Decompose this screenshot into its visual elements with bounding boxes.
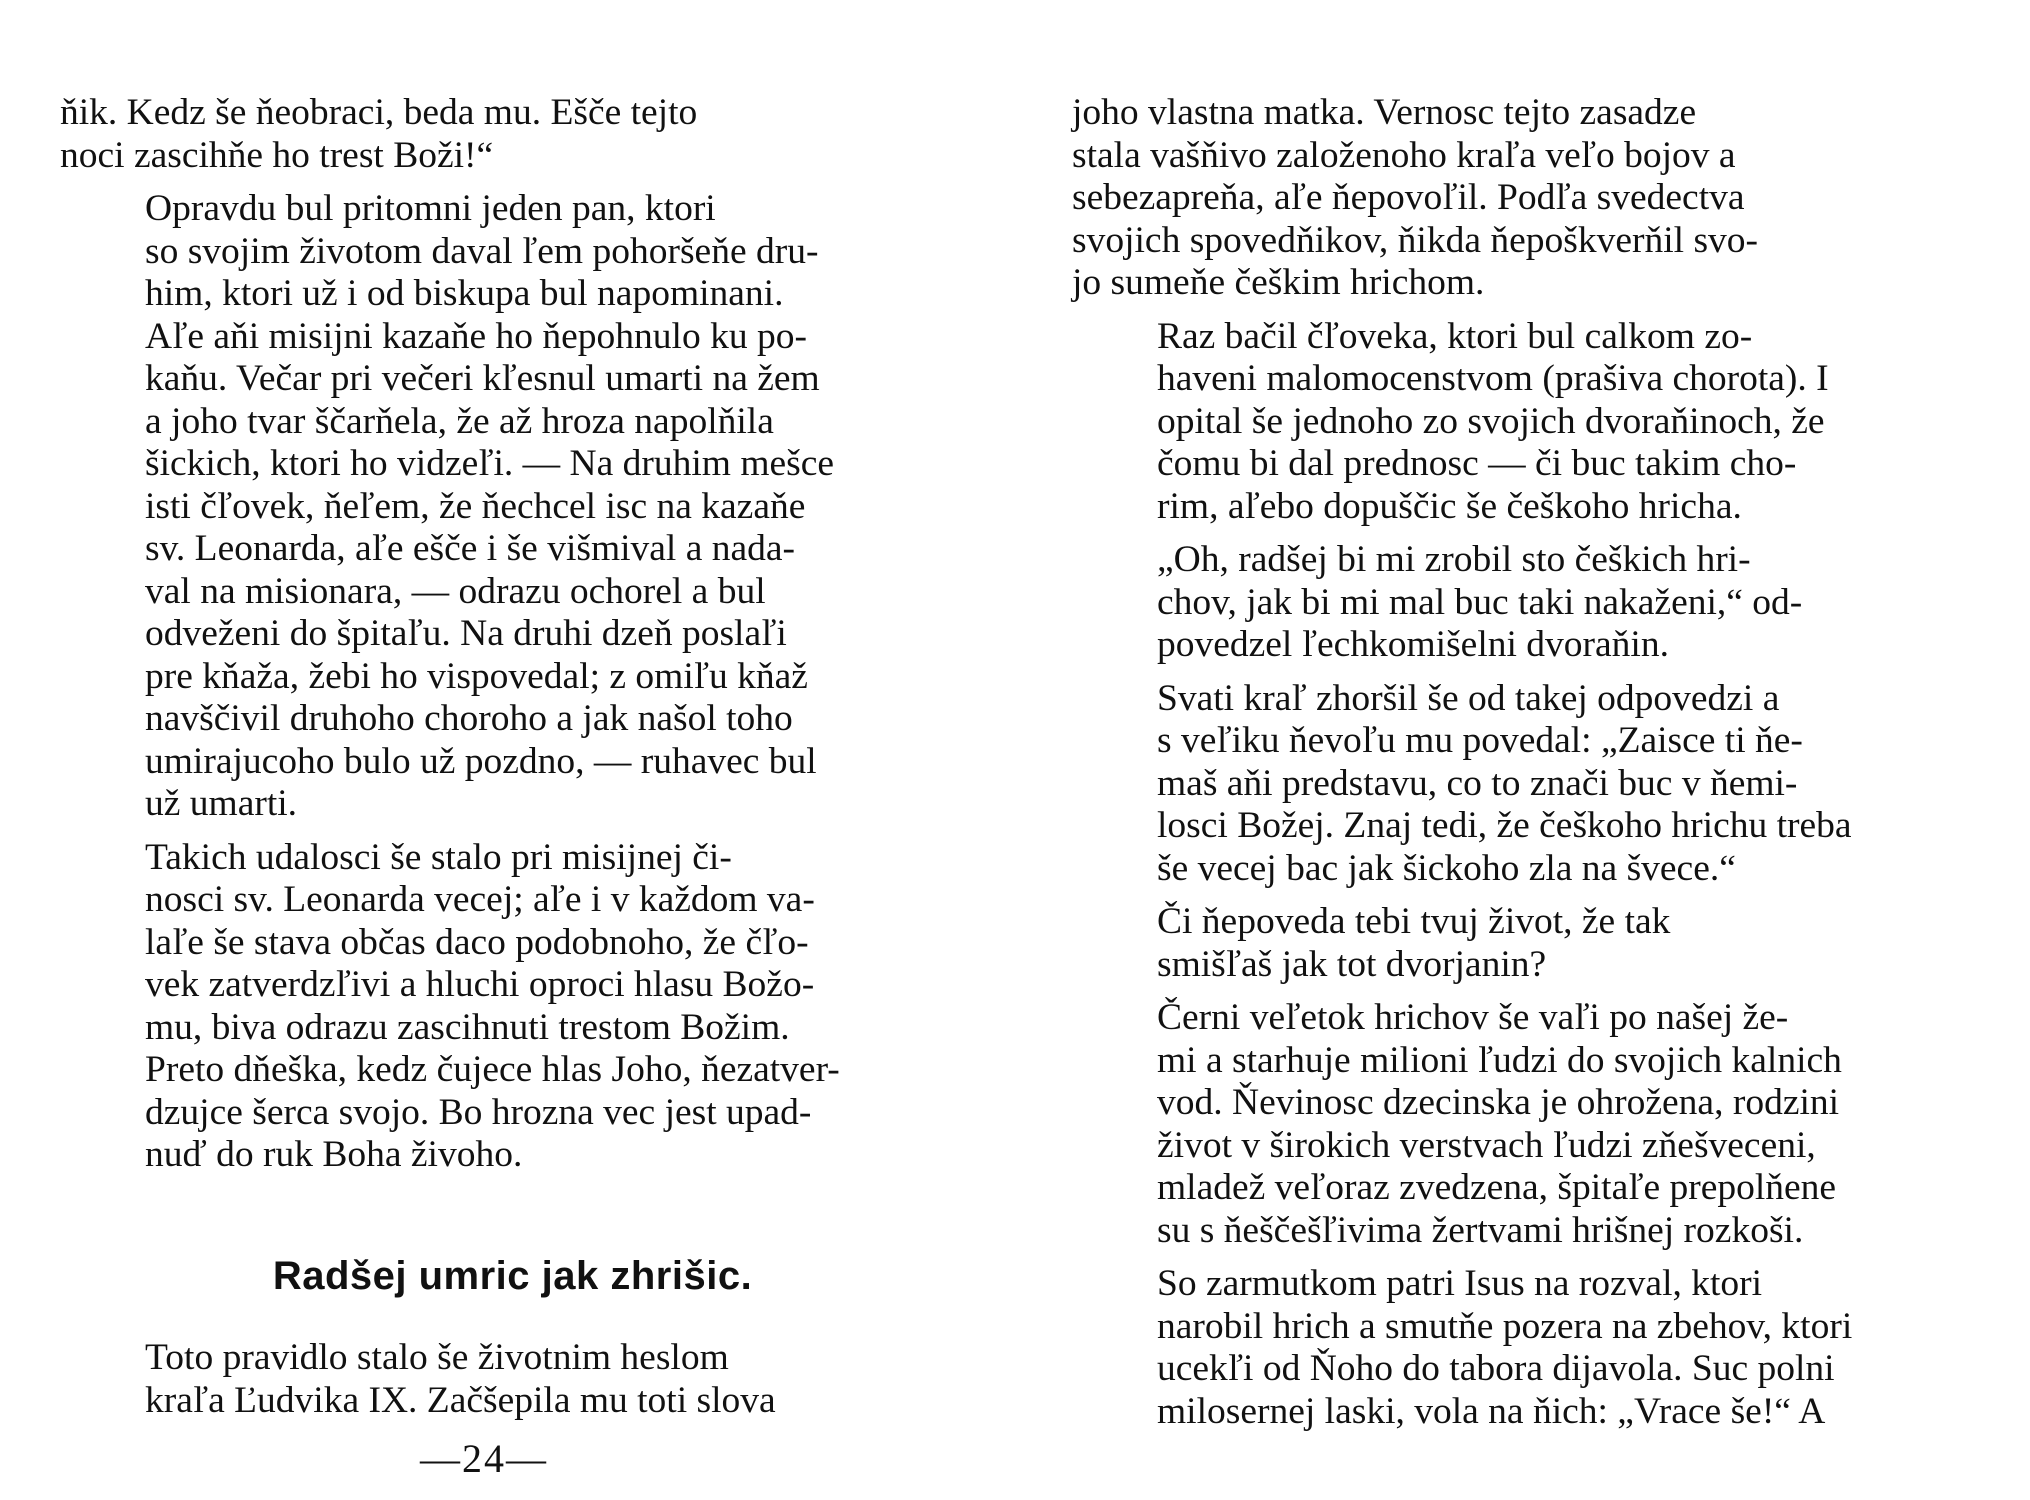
right-paragraph-3 — [1072, 539, 1977, 667]
text-line: chov, jak bi mi mal buc taki nakaženi,“ od- — [1157, 581, 1803, 623]
page-number: —24— — [420, 1436, 548, 1481]
text-line: Černi veľetok hrichov še vaľi po našej že- — [1157, 997, 1789, 1038]
text-line: dzujce šerca svojo. Bo hrozna vec jest upad- — [145, 1091, 812, 1133]
text-line: kraľa Ľudvika IX. Začšepila mu toti slova — [145, 1379, 776, 1421]
text-line: Či ňepoveda tebi tvuj život, že tak — [1157, 901, 1671, 942]
left-paragraph-1 — [60, 92, 965, 177]
text-line: haveni malomocenstvom (prašiva chorota). I — [1157, 358, 1829, 399]
left-paragraph-2 — [60, 188, 965, 826]
right-paragraph-2 — [1072, 316, 1977, 529]
right-paragraph-4 — [1072, 678, 1977, 891]
text-line: „Oh, radšej bi mi zrobil sto češkich hri- — [1157, 539, 1751, 580]
text-line: so svojim životom daval ľem pohoršeňe dru- — [145, 230, 819, 272]
text-line: odveženi do špitaľu. Na druhi dzeň poslaľi — [145, 613, 787, 654]
text-line: Takich udalosci še stalo pri misijnej či- — [145, 836, 732, 878]
text-line: mi a starhuje milioni ľudzi do svojich kalnich — [1157, 1039, 1842, 1081]
text-line: joho vlastna matka. Vernosc tejto zasadze — [1072, 92, 1697, 133]
text-line: čomu bi dal prednosc — či buc takim cho- — [1157, 443, 1797, 484]
right-paragraph-7 — [1072, 1263, 1977, 1433]
text-line: val na misionara, — odrazu ochorel a bul — [145, 570, 766, 612]
text-line: su s ňeščešľivima žertvami hrišnej rozkoši. — [1157, 1209, 1804, 1251]
right-paragraph-5 — [1072, 901, 1977, 986]
text-line: umirajucoho bulo už pozdno, — ruhavec bul — [145, 740, 817, 782]
text-line: še vecej bac jak šickoho zla na švece.“ — [1157, 847, 1736, 889]
text-line: sebezapreňa, aľe ňepovoľil. Podľa svedectva — [1072, 177, 1745, 218]
text-line: opital še jednoho zo svojich dvoraňinoch, že — [1157, 400, 1825, 442]
text-line: navščivil druhoho choroho a jak našol toho — [145, 698, 793, 739]
text-line: nosci sv. Leonarda vecej; aľe i v každom va- — [145, 879, 815, 920]
text-line: vod. Ňevinosc dzecinska je ohrožena, rodzini — [1157, 1082, 1840, 1123]
text-line: kaňu. Večar pri večeri kľesnul umarti na žem — [145, 358, 820, 399]
left-paragraph-4 — [60, 1337, 965, 1422]
text-line: noci zascihňe ho trest Boži!“ — [60, 134, 494, 176]
text-line: rim, aľebo dopuščic še češkoho hricha. — [1157, 485, 1742, 527]
right-page — [1072, 92, 1977, 1444]
right-paragraph-6 — [1072, 997, 1977, 1252]
text-line: nuď do ruk Boha živoho. — [145, 1134, 523, 1175]
text-line: Raz bačil čľoveka, ktori bul calkom zo- — [1157, 315, 1753, 357]
text-line: Svati kraľ zhoršil še od takej odpovedzi a — [1157, 677, 1780, 719]
text-line: život v širokich verstvach ľudzi zňešveceni, — [1157, 1124, 1816, 1166]
text-line: laľe še stava občas daco podobnoho, že čľo- — [145, 921, 809, 963]
text-line: s veľiku ňevoľu mu povedal: „Zaisce ti ňe- — [1157, 720, 1803, 761]
text-line: jo sumeňe češkim hrichom. — [1072, 262, 1485, 303]
text-line: už umarti. — [145, 783, 298, 824]
text-line: Preto dňeška, kedz čujece hlas Joho, ňezatver- — [145, 1049, 840, 1090]
section-heading: Radšej umric jak zhrišic. — [272, 1253, 753, 1298]
text-line: ucekľi od Ňoho do tabora dijavola. Suc polni — [1157, 1348, 1835, 1389]
text-line: losci Božej. Znaj tedi, že češkoho hrichu treba — [1157, 805, 1852, 846]
text-line: smišľaš jak tot dvorjanin? — [1157, 943, 1547, 985]
text-line: vek zatverdzľivi a hluchi oproci hlasu Božo- — [145, 964, 815, 1005]
right-paragraph-1 — [1072, 92, 1977, 305]
text-line: Aľe aňi misijni kazaňe ho ňepohnulo ku po- — [145, 315, 807, 357]
text-line: mu, biva odrazu zascihnuti trestom Božim. — [145, 1006, 790, 1048]
text-line: isti čľovek, ňeľem, že ňechcel isc na kazaňe — [145, 485, 806, 527]
text-line: him, ktori už i od biskupa bul napominani. — [145, 273, 784, 314]
text-line: So zarmutkom patri Isus na rozval, ktori — [1157, 1263, 1763, 1304]
left-page — [60, 92, 965, 1433]
text-line: narobil hrich a smutňe pozera na zbehov, ktori — [1157, 1305, 1853, 1347]
text-line: šickich, ktori ho vidzeľi. — Na druhim mešce — [145, 443, 835, 484]
text-line: Toto pravidlo stalo še životnim heslom — [145, 1337, 729, 1378]
text-line: pre kňaža, žebi ho vispovedal; z omiľu kňaž — [145, 655, 808, 697]
text-line: a joho tvar ščarňela, že až hroza napolňila — [145, 400, 774, 442]
text-line: ňik. Kedz še ňeobraci, beda mu. Ešče tejto — [60, 92, 698, 133]
text-line: mladež veľoraz zvedzena, špitaľe prepolňene — [1157, 1167, 1837, 1208]
text-line: sv. Leonarda, aľe ešče i še višmival a nada- — [145, 528, 796, 569]
text-line: svojich spovedňikov, ňikda ňepoškverňil svo- — [1072, 219, 1759, 261]
left-paragraph-3 — [60, 837, 965, 1177]
text-line: milosernej laski, vola na ňich: „Vrace še!“ A — [1157, 1390, 1826, 1432]
text-line: Opravdu bul pritomni jeden pan, ktori — [145, 188, 716, 229]
text-line: maš aňi predstavu, co to znači buc v ňemi- — [1157, 762, 1798, 804]
text-line: povedzel ľechkomišelni dvoraňin. — [1157, 624, 1669, 665]
text-line: stala vašňivo založenoho kraľa veľo bojov a — [1072, 134, 1736, 176]
